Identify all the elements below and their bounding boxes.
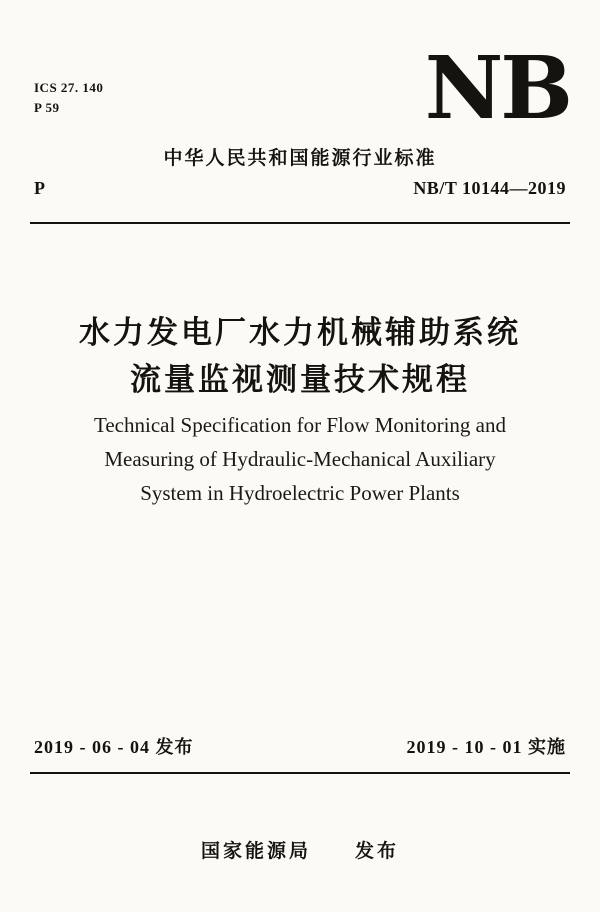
english-title-line1: Technical Specification for Flow Monitoring and	[93, 413, 506, 437]
ics-code: ICS 27. 140	[34, 80, 104, 95]
issue-date: 2019 - 06 - 04 发布	[34, 737, 194, 757]
chinese-title-line1: 水力发电厂水力机械辅助系统	[79, 315, 521, 350]
chinese-title	[0, 310, 600, 403]
record-letter: P	[34, 178, 45, 198]
implement-date: 2019 - 10 - 01 实施	[406, 737, 566, 757]
chinese-title-line2: 流量监视测量技术规程	[130, 361, 470, 397]
publisher-line: 国家能源局 发布	[200, 841, 399, 862]
english-title-line2: Measuring of Hydraulic-Mechanical Auxiliary	[104, 447, 496, 472]
classification-code: P 59	[34, 99, 60, 115]
footer-divider-rule	[30, 772, 570, 774]
standard-number: NB/T 10144—2019	[413, 178, 566, 198]
ics-classification-block	[34, 78, 103, 117]
header-divider-rule	[30, 222, 570, 224]
english-title	[0, 408, 600, 510]
english-title-line3: System in Hydroelectric Power Plants	[140, 481, 460, 506]
standard-category-title: 中华人民共和国能源行业标准	[163, 148, 437, 169]
nb-logo: NB	[424, 38, 570, 139]
